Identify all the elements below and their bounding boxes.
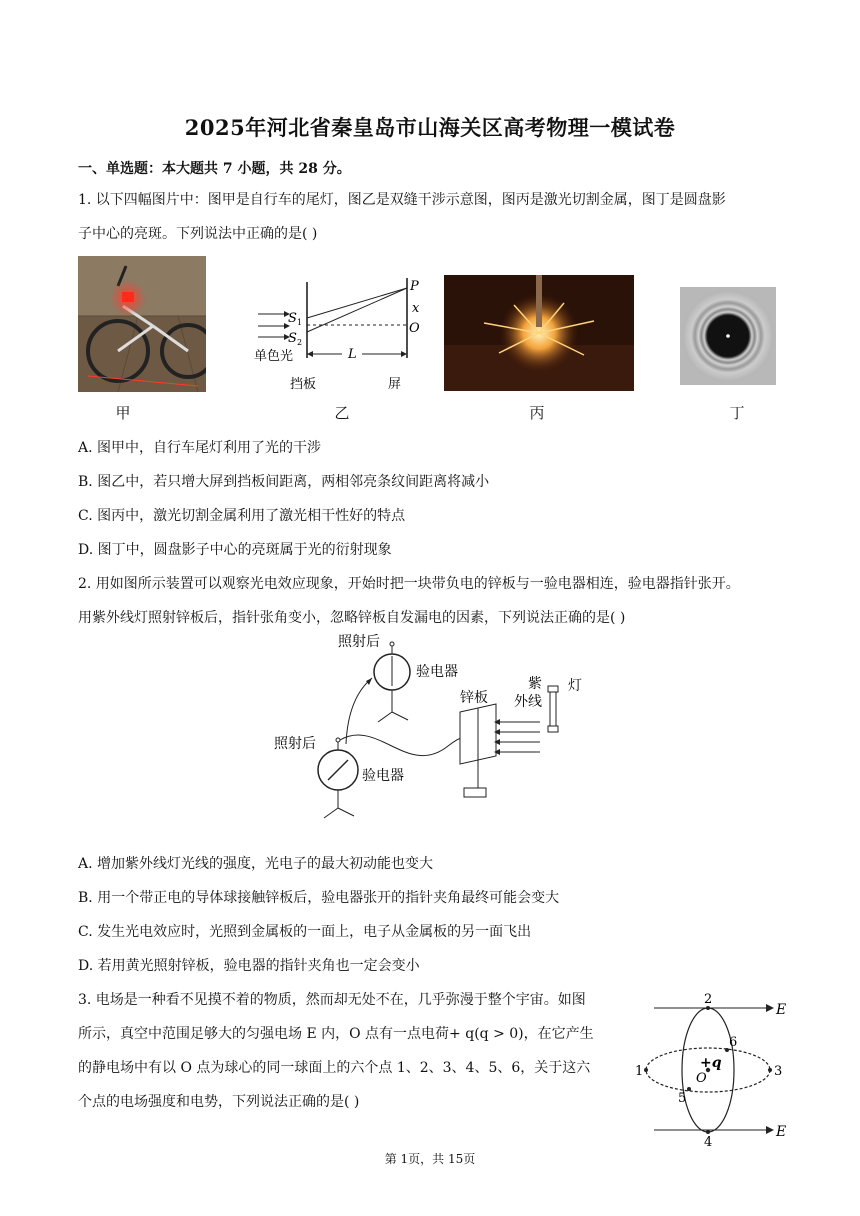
q1-option-b: B. 图乙中，若只增大屏到挡板间距离，两相邻亮条纹间距离将减小 xyxy=(78,474,490,490)
q2-option-b: B. 用一个带正电的导体球接触锌板后，验电器张开的指针夹角最终可能会变大 xyxy=(78,890,560,906)
q1-stem-line2: 子中心的亮斑。下列说法中正确的是( ) xyxy=(78,226,318,242)
slit2-subscript: 2 xyxy=(297,338,303,347)
q3-line4: 个点的电场强度和电势，下列说法正确的是( ) xyxy=(78,1094,360,1110)
q2-option-c: C. 发生光电效应时，光照到金属板的一面上，电子从金属板的另一面飞出 xyxy=(78,924,532,940)
q1-option-a: A. 图甲中，自行车尾灯利用了光的干涉 xyxy=(78,440,322,456)
caption-jia: 甲 xyxy=(115,404,131,422)
caption-bing: 丙 xyxy=(529,404,545,422)
page-footer: 第 1页，共 15页 xyxy=(384,1152,476,1166)
after-irradiation-left-label: 照射后 xyxy=(274,736,316,752)
monochromatic-label: 单色光 xyxy=(254,349,294,364)
x-label: x xyxy=(412,301,420,316)
q1-option-c: C. 图丙中，激光切割金属利用了激光相干性好的特点 xyxy=(78,508,406,524)
q1-stem-line1: 1. 以下四幅图片中：图甲是自行车的尾灯，图乙是双缝干涉示意图，图丙是激光切割金属，图丁是圆盘影 xyxy=(78,192,726,208)
poisson-spot-photo xyxy=(680,287,776,385)
page-title: 2025年河北省秦皇岛市山海关区高考物理一模试卷 xyxy=(184,115,676,140)
uv-label-1: 紫 xyxy=(528,676,542,692)
point-1-label: 1 xyxy=(635,1064,644,1079)
baffle-label: 挡板 xyxy=(290,377,317,392)
electroscope-bottom-label: 验电器 xyxy=(362,768,404,784)
field-e-top-label: E xyxy=(776,1002,787,1018)
after-irradiation-top-label: 照射后 xyxy=(338,634,380,650)
bicycle-taillight-photo xyxy=(78,256,206,392)
q2-stem-line1: 2. 用如图所示装置可以观察光电效应现象，开始时把一块带负电的锌板与一验电器相连，验电器指针张开。 xyxy=(78,576,740,592)
point-p-label: P xyxy=(410,279,419,294)
q3-line2: 所示，真空中范围足够大的匀强电场 E 内，O 点有一点电荷+ q(q > 0)，在它产生 xyxy=(78,1026,594,1042)
q3-line3: 的静电场中有以 O 点为球心的同一球面上的六个点 1、2、3、4、5、6，关于这六 xyxy=(78,1060,591,1076)
q2-option-a: A. 增加紫外线灯光线的强度，光电子的最大初动能也变大 xyxy=(78,856,434,872)
uv-label-2: 外线 xyxy=(514,694,542,710)
double-slit-diagram xyxy=(252,274,432,422)
point-o-label: O xyxy=(409,321,420,336)
point-2-label: 2 xyxy=(704,992,713,1007)
zinc-plate-label: 锌板 xyxy=(460,690,488,706)
point-6-label: 6 xyxy=(729,1035,738,1050)
q3-line1: 3. 电场是一种看不见摸不着的物质，然而却无处不在，几乎弥漫于整个宇宙。如图 xyxy=(78,992,586,1008)
distance-l-label: L xyxy=(348,347,357,362)
q2-stem-line2: 用紫外线灯照射锌板后，指针张角变小，忽略锌板自发漏电的因素，下列说法正确的是( ) xyxy=(78,610,626,626)
caption-ding: 丁 xyxy=(729,404,745,422)
point-4-label: 4 xyxy=(704,1135,713,1148)
slit1-label: S xyxy=(288,311,297,326)
charge-label: +q xyxy=(700,1055,722,1071)
point-3-label: 3 xyxy=(774,1064,783,1079)
q2-option-d: D. 若用黄光照射锌板，验电器的指针夹角也一定会变小 xyxy=(78,958,420,974)
slit1-subscript: 1 xyxy=(297,318,303,327)
q1-option-d: D. 图丁中，圆盘影子中心的亮斑属于光的衍射现象 xyxy=(78,542,392,558)
slit2-label: S xyxy=(288,331,297,346)
screen-label: 屏 xyxy=(388,377,402,392)
electroscope-top-label: 验电器 xyxy=(416,664,458,680)
section-heading: 一、单选题：本大题共 7 小题，共 28 分。 xyxy=(78,161,351,177)
photoelectric-apparatus-diagram xyxy=(268,628,598,834)
electric-field-sphere-diagram xyxy=(630,990,790,1148)
caption-yi: 乙 xyxy=(334,404,350,422)
lamp-label: 灯 xyxy=(568,678,582,694)
center-o-label: O xyxy=(696,1071,707,1086)
field-e-bottom-label: E xyxy=(776,1124,787,1140)
point-5-label: 5 xyxy=(678,1091,687,1106)
laser-cutting-photo xyxy=(444,275,634,391)
